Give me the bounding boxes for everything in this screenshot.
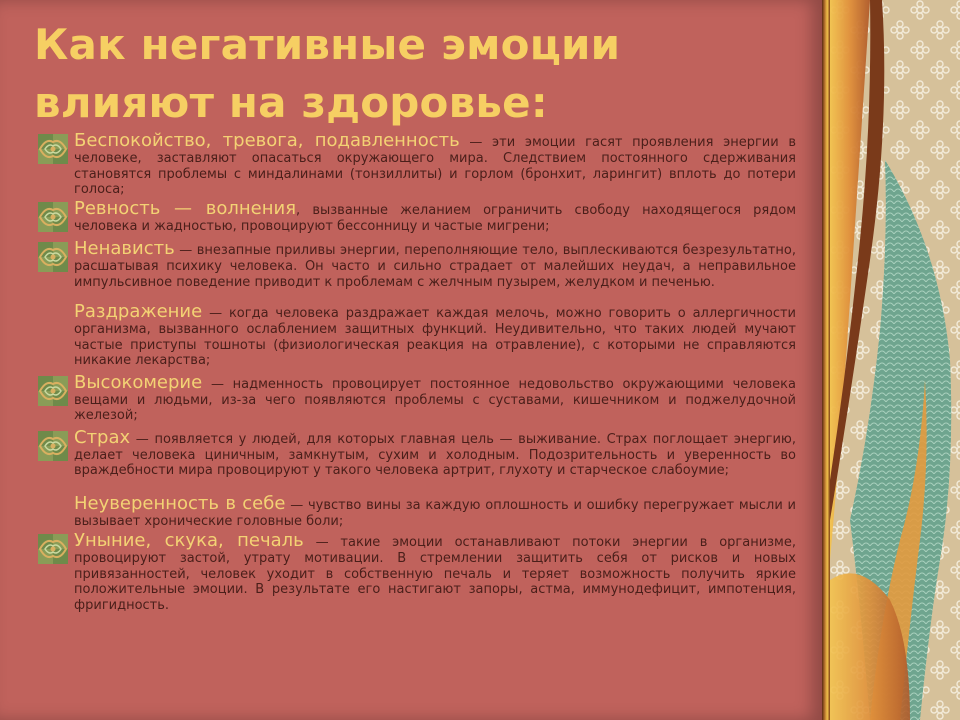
item-paragraph bbox=[74, 131, 796, 198]
emotion-description: — чувство вины за каждую оплошность и ошибку перегружает мысли и вызывает хронические головные боли; bbox=[74, 497, 796, 529]
emotion-term: Уныние, скука, печаль bbox=[74, 530, 304, 551]
emotion-description: — надменность провоцирует постоянное недовольство окружающими человека вещами и людьми, из-за чего появляются проблемы с суставами, кишечником и поджелудочной железой; bbox=[74, 376, 796, 423]
item-paragraph bbox=[74, 531, 796, 613]
pattern-bullet-icon bbox=[38, 376, 68, 406]
emotion-description: , вызванные желанием ограничить свободу находящегося рядом человека и жадностью, провоцируют бессонницу и частые мигрени; bbox=[74, 202, 796, 234]
list-item bbox=[38, 239, 796, 290]
list-item bbox=[38, 199, 796, 235]
pattern-bullet-icon bbox=[38, 534, 68, 564]
emotion-term: Ревность — волнения bbox=[74, 197, 297, 219]
list-item bbox=[38, 373, 796, 424]
item-paragraph bbox=[74, 373, 796, 424]
emotion-description: — когда человека раздражает каждая мелочь, можно говорить о аллергичности организма, вызванного ослаблением защитных функций. Неудивительно, что таких людей мучают частые приступы тошноты (физиологическая реакция на отравление), с которыми не справляются никакие лекарства; bbox=[74, 306, 796, 368]
emotion-description: — внезапные приливы энергии, переполняющие тело, выплескиваются безрезультатно, расшатывая психику человека. Он часто и сильно страдает от малейших неудач, а неправильное импульсивное поведение приводит к проблемам с желчным пузырем, желудком и печенью. bbox=[74, 243, 796, 290]
emotion-term: Страх bbox=[74, 426, 131, 448]
decorative-side-pattern bbox=[830, 0, 960, 720]
emotion-term: Ненависть bbox=[74, 238, 175, 259]
item-paragraph bbox=[74, 302, 796, 369]
list-item bbox=[38, 131, 796, 198]
emotion-list bbox=[38, 131, 796, 613]
pattern-bullet-icon bbox=[38, 242, 68, 272]
list-item bbox=[38, 428, 796, 479]
pattern-bullet-icon bbox=[38, 431, 68, 461]
list-item bbox=[38, 494, 796, 530]
item-paragraph bbox=[74, 199, 796, 235]
pattern-bullet-icon bbox=[38, 202, 68, 232]
emotion-description: — появляется у людей, для которых главная цель — выживание. Страх поглощает энергию, делает человека циничным, замкнутым, сухим и холодным. Подозрительность и уверенность во враждебности мира провоцируют у такого человека артрит, глухоту и старческое слабоумие; bbox=[74, 431, 796, 478]
slide-title: Как негативные эмоции влияют на здоровье: bbox=[34, 20, 621, 127]
list-item bbox=[38, 302, 796, 369]
pattern-bullet-icon bbox=[38, 134, 68, 164]
emotion-description: — эти эмоции гасят проявления энергии в человеке, заставляют опасаться окружающего мира. Следствием постоянного сдерживания становятся проблемы с миндалинами (тонзиллиты) и горлом (бронхит, ларингит) вплоть до потери голоса; bbox=[74, 135, 796, 197]
emotion-term: Высокомерие bbox=[74, 371, 203, 393]
emotion-term: Беспокойство, тревога, подавленность bbox=[74, 130, 460, 151]
item-paragraph bbox=[74, 428, 796, 479]
item-paragraph bbox=[74, 239, 796, 290]
emotion-term: Неуверенность в себе bbox=[74, 492, 286, 514]
item-paragraph bbox=[74, 494, 796, 530]
panel-divider bbox=[822, 0, 830, 720]
emotion-term: Раздражение bbox=[74, 301, 203, 322]
emotion-description: — такие эмоции останавливают потоки энергии в организме, провоцируют застой, утрату мотивации. В стремлении защитить себя от рисков и новых привязанностей, человек уходит в собственную печаль и теряет возможность получить яркие положительные эмоции. В результате его настигают запоры, астма, иммунодефицит, импотенция, фригидность. bbox=[74, 535, 796, 613]
list-item bbox=[38, 531, 796, 613]
